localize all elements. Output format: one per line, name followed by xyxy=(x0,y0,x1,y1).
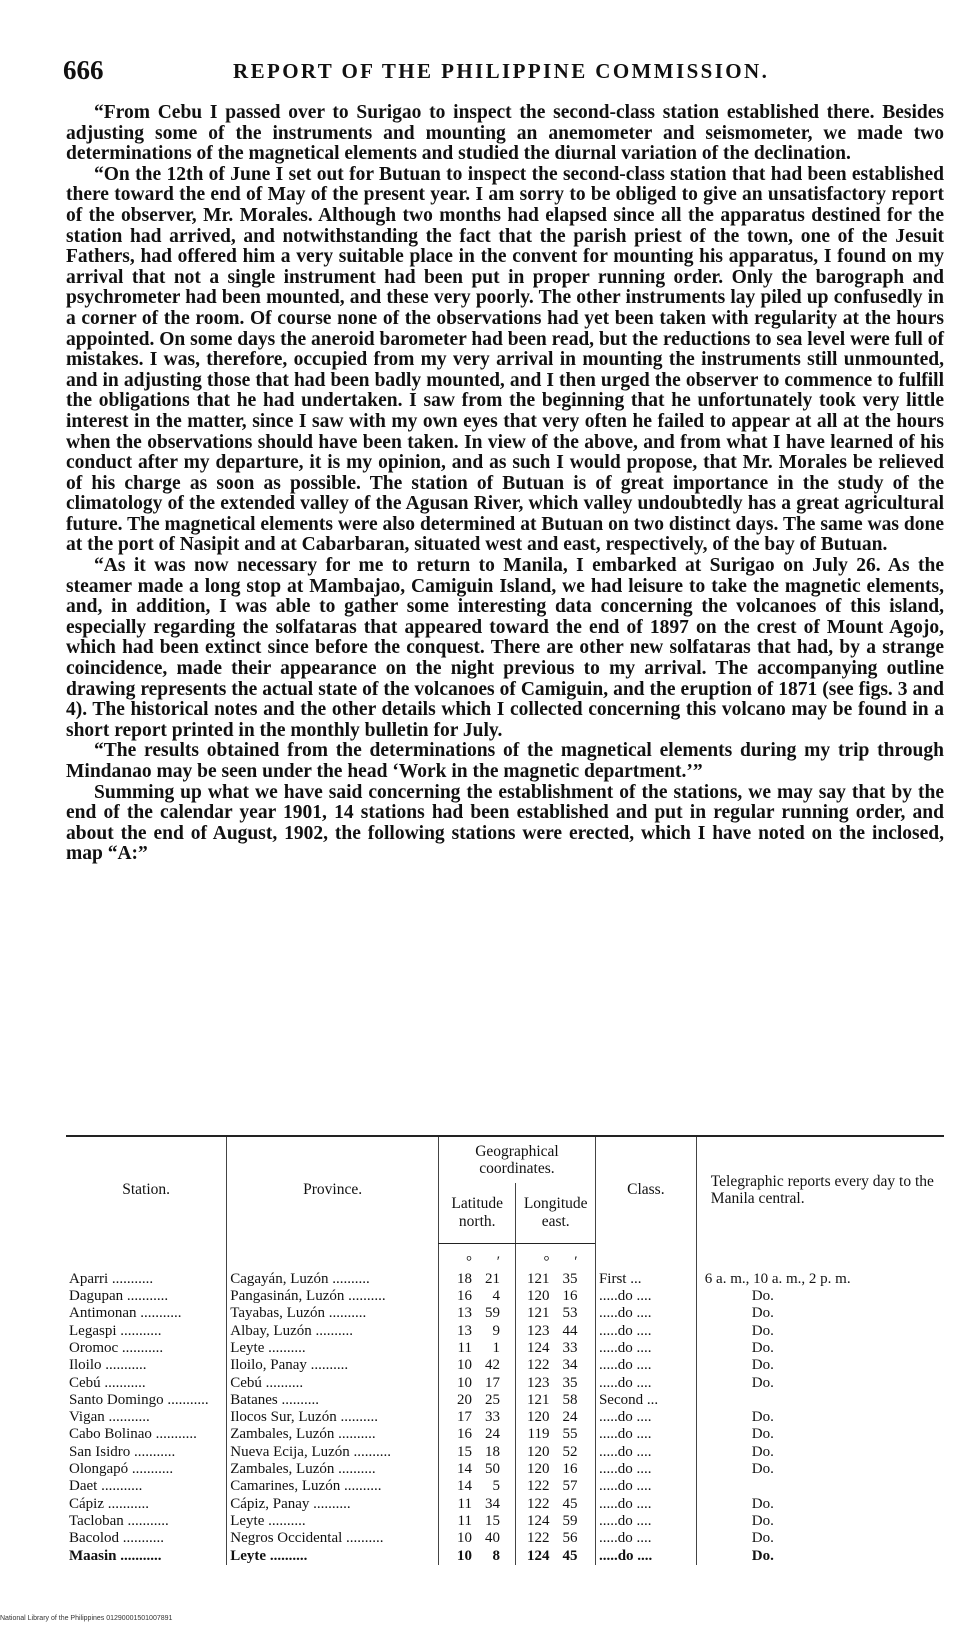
table-row xyxy=(66,1288,944,1305)
cell-station: Cabo Bolinao ........... xyxy=(69,1426,197,1443)
cell-station: Dagupan ........... xyxy=(69,1288,169,1305)
cell-telegraph: Do. xyxy=(696,1288,944,1305)
cell-class: .....do .... xyxy=(595,1409,696,1426)
cell-station: Vigan ........... xyxy=(69,1409,150,1426)
stations-table-wrapper xyxy=(66,1135,944,1565)
cell-station: Iloilo ........... xyxy=(69,1357,147,1374)
cell-class: Second ... xyxy=(595,1392,696,1409)
cell-longitude: 121 58 xyxy=(516,1392,595,1409)
cell-latitude: 18 21 xyxy=(438,1271,516,1288)
cell-telegraph: Do. xyxy=(696,1548,944,1565)
cell-latitude: 10 42 xyxy=(438,1357,516,1374)
cell-station: Aparri ........... xyxy=(69,1270,154,1287)
cell-class: .....do .... xyxy=(595,1323,696,1340)
cell-class: .....do .... xyxy=(595,1530,696,1547)
cell-class: .....do .... xyxy=(595,1305,696,1322)
cell-longitude: 120 16 xyxy=(516,1288,595,1305)
cell-longitude: 124 59 xyxy=(516,1513,595,1530)
table-row xyxy=(66,1478,944,1495)
page-header xyxy=(63,55,933,89)
cell-province: Zambales, Luzón .......... xyxy=(227,1461,439,1478)
cell-province: Albay, Luzón .......... xyxy=(227,1323,439,1340)
cell-longitude: 123 44 xyxy=(516,1323,595,1340)
cell-class: .....do .... xyxy=(595,1444,696,1461)
col-header-latitude: Latitude north. xyxy=(438,1183,516,1243)
cell-telegraph: 6 a. m., 10 a. m., 2 p. m. xyxy=(696,1271,944,1288)
table-row xyxy=(66,1357,944,1374)
cell-province: Leyte .......... xyxy=(227,1340,439,1357)
col-header-geo: Geographical coordinates. xyxy=(438,1136,595,1183)
paragraph: Summing up what we have said concerning the establishment of the stations, we may say that by the end of the calendar year 1901, 14 stations had been established and put in regular running order, and about the end of August, 1902, the following stations were erected, which I have noted on the inclosed, map “A:” xyxy=(66,781,944,865)
cell-telegraph: Do. xyxy=(696,1305,944,1322)
cell-station: Oromoc ........... xyxy=(69,1339,164,1356)
cell-longitude: 121 35 xyxy=(516,1271,595,1288)
cell-latitude: 11 1 xyxy=(438,1340,516,1357)
minute-symbol: ′ xyxy=(496,1253,500,1270)
cell-class: .....do .... xyxy=(595,1426,696,1443)
cell-station: Daet ........... xyxy=(69,1478,143,1495)
col-header-telegraph: Telegraphic reports every day to the Manila central. xyxy=(696,1136,944,1243)
cell-latitude: 11 34 xyxy=(438,1496,516,1513)
cell-province: Batanes .......... xyxy=(227,1392,439,1409)
cell-station: Legaspi ........... xyxy=(69,1322,162,1339)
cell-latitude: 10 40 xyxy=(438,1530,516,1547)
cell-province: Pangasinán, Luzón .......... xyxy=(227,1288,439,1305)
cell-latitude: 17 33 xyxy=(438,1409,516,1426)
cell-latitude: 11 15 xyxy=(438,1513,516,1530)
cell-longitude: 120 24 xyxy=(516,1409,595,1426)
cell-province: Nueva Ecija, Luzón .......... xyxy=(227,1444,439,1461)
cell-longitude: 120 52 xyxy=(516,1444,595,1461)
cell-latitude: 20 25 xyxy=(438,1392,516,1409)
col-header-longitude: Longitude east. xyxy=(516,1183,595,1243)
cell-class: .....do .... xyxy=(595,1513,696,1530)
cell-longitude: 122 56 xyxy=(516,1530,595,1547)
cell-telegraph: Do. xyxy=(696,1357,944,1374)
cell-station: San Isidro ........... xyxy=(69,1443,176,1460)
page-number: 666 xyxy=(63,55,104,85)
cell-station: Cebú ........... xyxy=(69,1374,146,1391)
col-header-class: Class. xyxy=(595,1136,696,1243)
cell-longitude: 121 53 xyxy=(516,1305,595,1322)
cell-longitude: 120 16 xyxy=(516,1461,595,1478)
running-title: REPORT OF THE PHILIPPINE COMMISSION. xyxy=(233,59,770,83)
table-row xyxy=(66,1271,944,1288)
cell-class: .....do .... xyxy=(595,1478,696,1495)
cell-station: Santo Domingo ........... xyxy=(69,1391,209,1408)
stations-table xyxy=(66,1135,944,1565)
cell-province: Leyte .......... xyxy=(227,1548,439,1565)
footer-note: National Library of the Philippines 01290001501007891 xyxy=(0,1615,173,1622)
table-row xyxy=(66,1305,944,1322)
cell-class: .....do .... xyxy=(595,1288,696,1305)
cell-province: Tayabas, Luzón .......... xyxy=(227,1305,439,1322)
cell-telegraph xyxy=(696,1478,944,1495)
units-row xyxy=(66,1243,944,1271)
cell-class: .....do .... xyxy=(595,1548,696,1565)
cell-longitude: 119 55 xyxy=(516,1426,595,1443)
table-row xyxy=(66,1426,944,1443)
cell-longitude: 124 45 xyxy=(516,1548,595,1565)
paragraph: “The results obtained from the determinations of the magnetical elements during my trip through Mindanao may be seen under the head ‘Work in the magnetic department.’” xyxy=(66,740,944,782)
cell-telegraph: Do. xyxy=(696,1513,944,1530)
cell-latitude: 10 8 xyxy=(438,1548,516,1565)
cell-class: .....do .... xyxy=(595,1461,696,1478)
cell-telegraph: Do. xyxy=(696,1409,944,1426)
cell-longitude: 122 57 xyxy=(516,1478,595,1495)
cell-telegraph: Do. xyxy=(696,1496,944,1513)
cell-latitude: 14 5 xyxy=(438,1478,516,1495)
cell-telegraph: Do. xyxy=(696,1340,944,1357)
cell-latitude: 16 24 xyxy=(438,1426,516,1443)
cell-latitude: 16 4 xyxy=(438,1288,516,1305)
cell-longitude: 124 33 xyxy=(516,1340,595,1357)
cell-latitude: 10 17 xyxy=(438,1375,516,1392)
cell-telegraph: Do. xyxy=(696,1444,944,1461)
table-row xyxy=(66,1530,944,1547)
cell-telegraph: Do. xyxy=(696,1323,944,1340)
cell-province: Ilocos Sur, Luzón .......... xyxy=(227,1409,439,1426)
table-row xyxy=(66,1409,944,1426)
cell-station: Maasin ........... xyxy=(69,1547,162,1564)
cell-province: Leyte .......... xyxy=(227,1513,439,1530)
cell-class: First ... xyxy=(595,1271,696,1288)
table-row xyxy=(66,1513,944,1530)
cell-station: Tacloban ........... xyxy=(69,1512,169,1529)
cell-longitude: 123 35 xyxy=(516,1375,595,1392)
table-row xyxy=(66,1323,944,1340)
col-header-station: Station. xyxy=(122,1181,171,1199)
cell-latitude: 14 50 xyxy=(438,1461,516,1478)
cell-telegraph: Do. xyxy=(696,1375,944,1392)
cell-longitude: 122 34 xyxy=(516,1357,595,1374)
cell-province: Negros Occidental .......... xyxy=(227,1530,439,1547)
table-row xyxy=(66,1444,944,1461)
cell-station: Bacolod ........... xyxy=(69,1530,164,1547)
cell-telegraph: Do. xyxy=(696,1426,944,1443)
degree-symbol: ° xyxy=(543,1253,550,1270)
paragraph: “On the 12th of June I set out for Butuan to inspect the second-class station that had been established there toward the end of May of the present year. I am sorry to be obliged to give an unsatisfactory report of the observer, Mr. Morales. Although two months had elapsed since all the apparatus destined for the station had arrived, and notwithstanding the fact that the parish priest of the town, one of the Jesuit Fathers, had offered him a very suitable place in the convent for mounting his apparatus, I found on my arrival that not a single instrument had been put in proper running order. Only the barograph and psychrometer had been mounted, and these very poorly. The other instruments lay piled up confusedly in a corner of the room. Of course none of the observations had yet been taken with regularity at the hours appointed. On some days the aneroid barometer had been read, but the reductions to sea level were full of mistakes. I was, therefore, occupied from my very arrival in mounting the instruments still unmounted, and in adjusting those that had been badly mounted, and I then urged the observer to commence to fulfill the obligations that he had undertaken. I saw from the beginning that he unfortunately took very little interest in the matter, since I saw with my own eyes that very often he failed to appear at all at the hours when the observations should have been taken. In view of the above, and from what I have learned of his conduct after my departure, it is my opinion, and as such I would propose, that Mr. Morales be relieved of his charge as soon as possible. The station of Butuan is of great importance in the study of the climatology of the extended valley of the Agusan River, which valley undoubtedly has a great agricultural future. The magnetical elements were also determined at Butuan on two distinct days. The same was done at the port of Nasipit and at Cabarbaran, situated west and east, respectively, of the bay of Butuan. xyxy=(66,163,944,556)
paragraph: “From Cebu I passed over to Surigao to inspect the second-class station established there. Besides adjusting some of the instruments and mounting an anemometer and seismometer, we made two determinations of the magnetical elements and studied the diurnal variation of the declination. xyxy=(66,102,944,165)
body-text xyxy=(66,103,944,865)
cell-latitude: 13 9 xyxy=(438,1323,516,1340)
cell-station: Olongapó ........... xyxy=(69,1461,174,1478)
cell-province: Camarines, Luzón .......... xyxy=(227,1478,439,1495)
cell-province: Cebú .......... xyxy=(227,1375,439,1392)
cell-station: Cápiz ........... xyxy=(69,1495,149,1512)
cell-class: .....do .... xyxy=(595,1496,696,1513)
cell-province: Cagayán, Luzón .......... xyxy=(227,1271,439,1288)
table-row xyxy=(66,1340,944,1357)
cell-province: Iloilo, Panay .......... xyxy=(227,1357,439,1374)
degree-symbol: ° xyxy=(465,1253,472,1270)
cell-latitude: 15 18 xyxy=(438,1444,516,1461)
minute-symbol: ′ xyxy=(574,1253,578,1270)
table-row xyxy=(66,1548,944,1565)
cell-province: Zambales, Luzón .......... xyxy=(227,1426,439,1443)
cell-station: Antimonan ........... xyxy=(69,1305,182,1322)
cell-class: .....do .... xyxy=(595,1340,696,1357)
cell-province: Cápiz, Panay .......... xyxy=(227,1496,439,1513)
col-header-province: Province. xyxy=(227,1136,439,1243)
cell-longitude: 122 45 xyxy=(516,1496,595,1513)
cell-telegraph: Do. xyxy=(696,1530,944,1547)
cell-telegraph xyxy=(696,1392,944,1409)
table-row xyxy=(66,1461,944,1478)
table-row xyxy=(66,1496,944,1513)
table-row xyxy=(66,1392,944,1409)
cell-class: .....do .... xyxy=(595,1357,696,1374)
cell-telegraph: Do. xyxy=(696,1461,944,1478)
paragraph: “As it was now necessary for me to return to Manila, I embarked at Surigao on July 26. As the steamer made a long stop at Mambajao, Camiguin Island, we had leisure to take the magnetic elements, and, in addition, I was able to gather some interesting data concerning the volcanoes of this island, especially regarding the solfataras that appeared toward the end of 1897 on the crest of Mount Agojo, which had been extinct since before the conquest. There are other new solfataras that had, by a strange coincidence, made their appearance on the night previous to my arrival. The accompanying outline drawing represents the actual state of the volcanoes of Camiguin, and the eruption of 1871 (see figs. 3 and 4). The historical notes and the other details which I collected concerning this volcano may be found in a short report printed in the monthly bulletin for July. xyxy=(66,555,944,741)
cell-class: .....do .... xyxy=(595,1375,696,1392)
cell-latitude: 13 59 xyxy=(438,1305,516,1322)
table-body xyxy=(66,1243,944,1565)
table-row xyxy=(66,1375,944,1392)
